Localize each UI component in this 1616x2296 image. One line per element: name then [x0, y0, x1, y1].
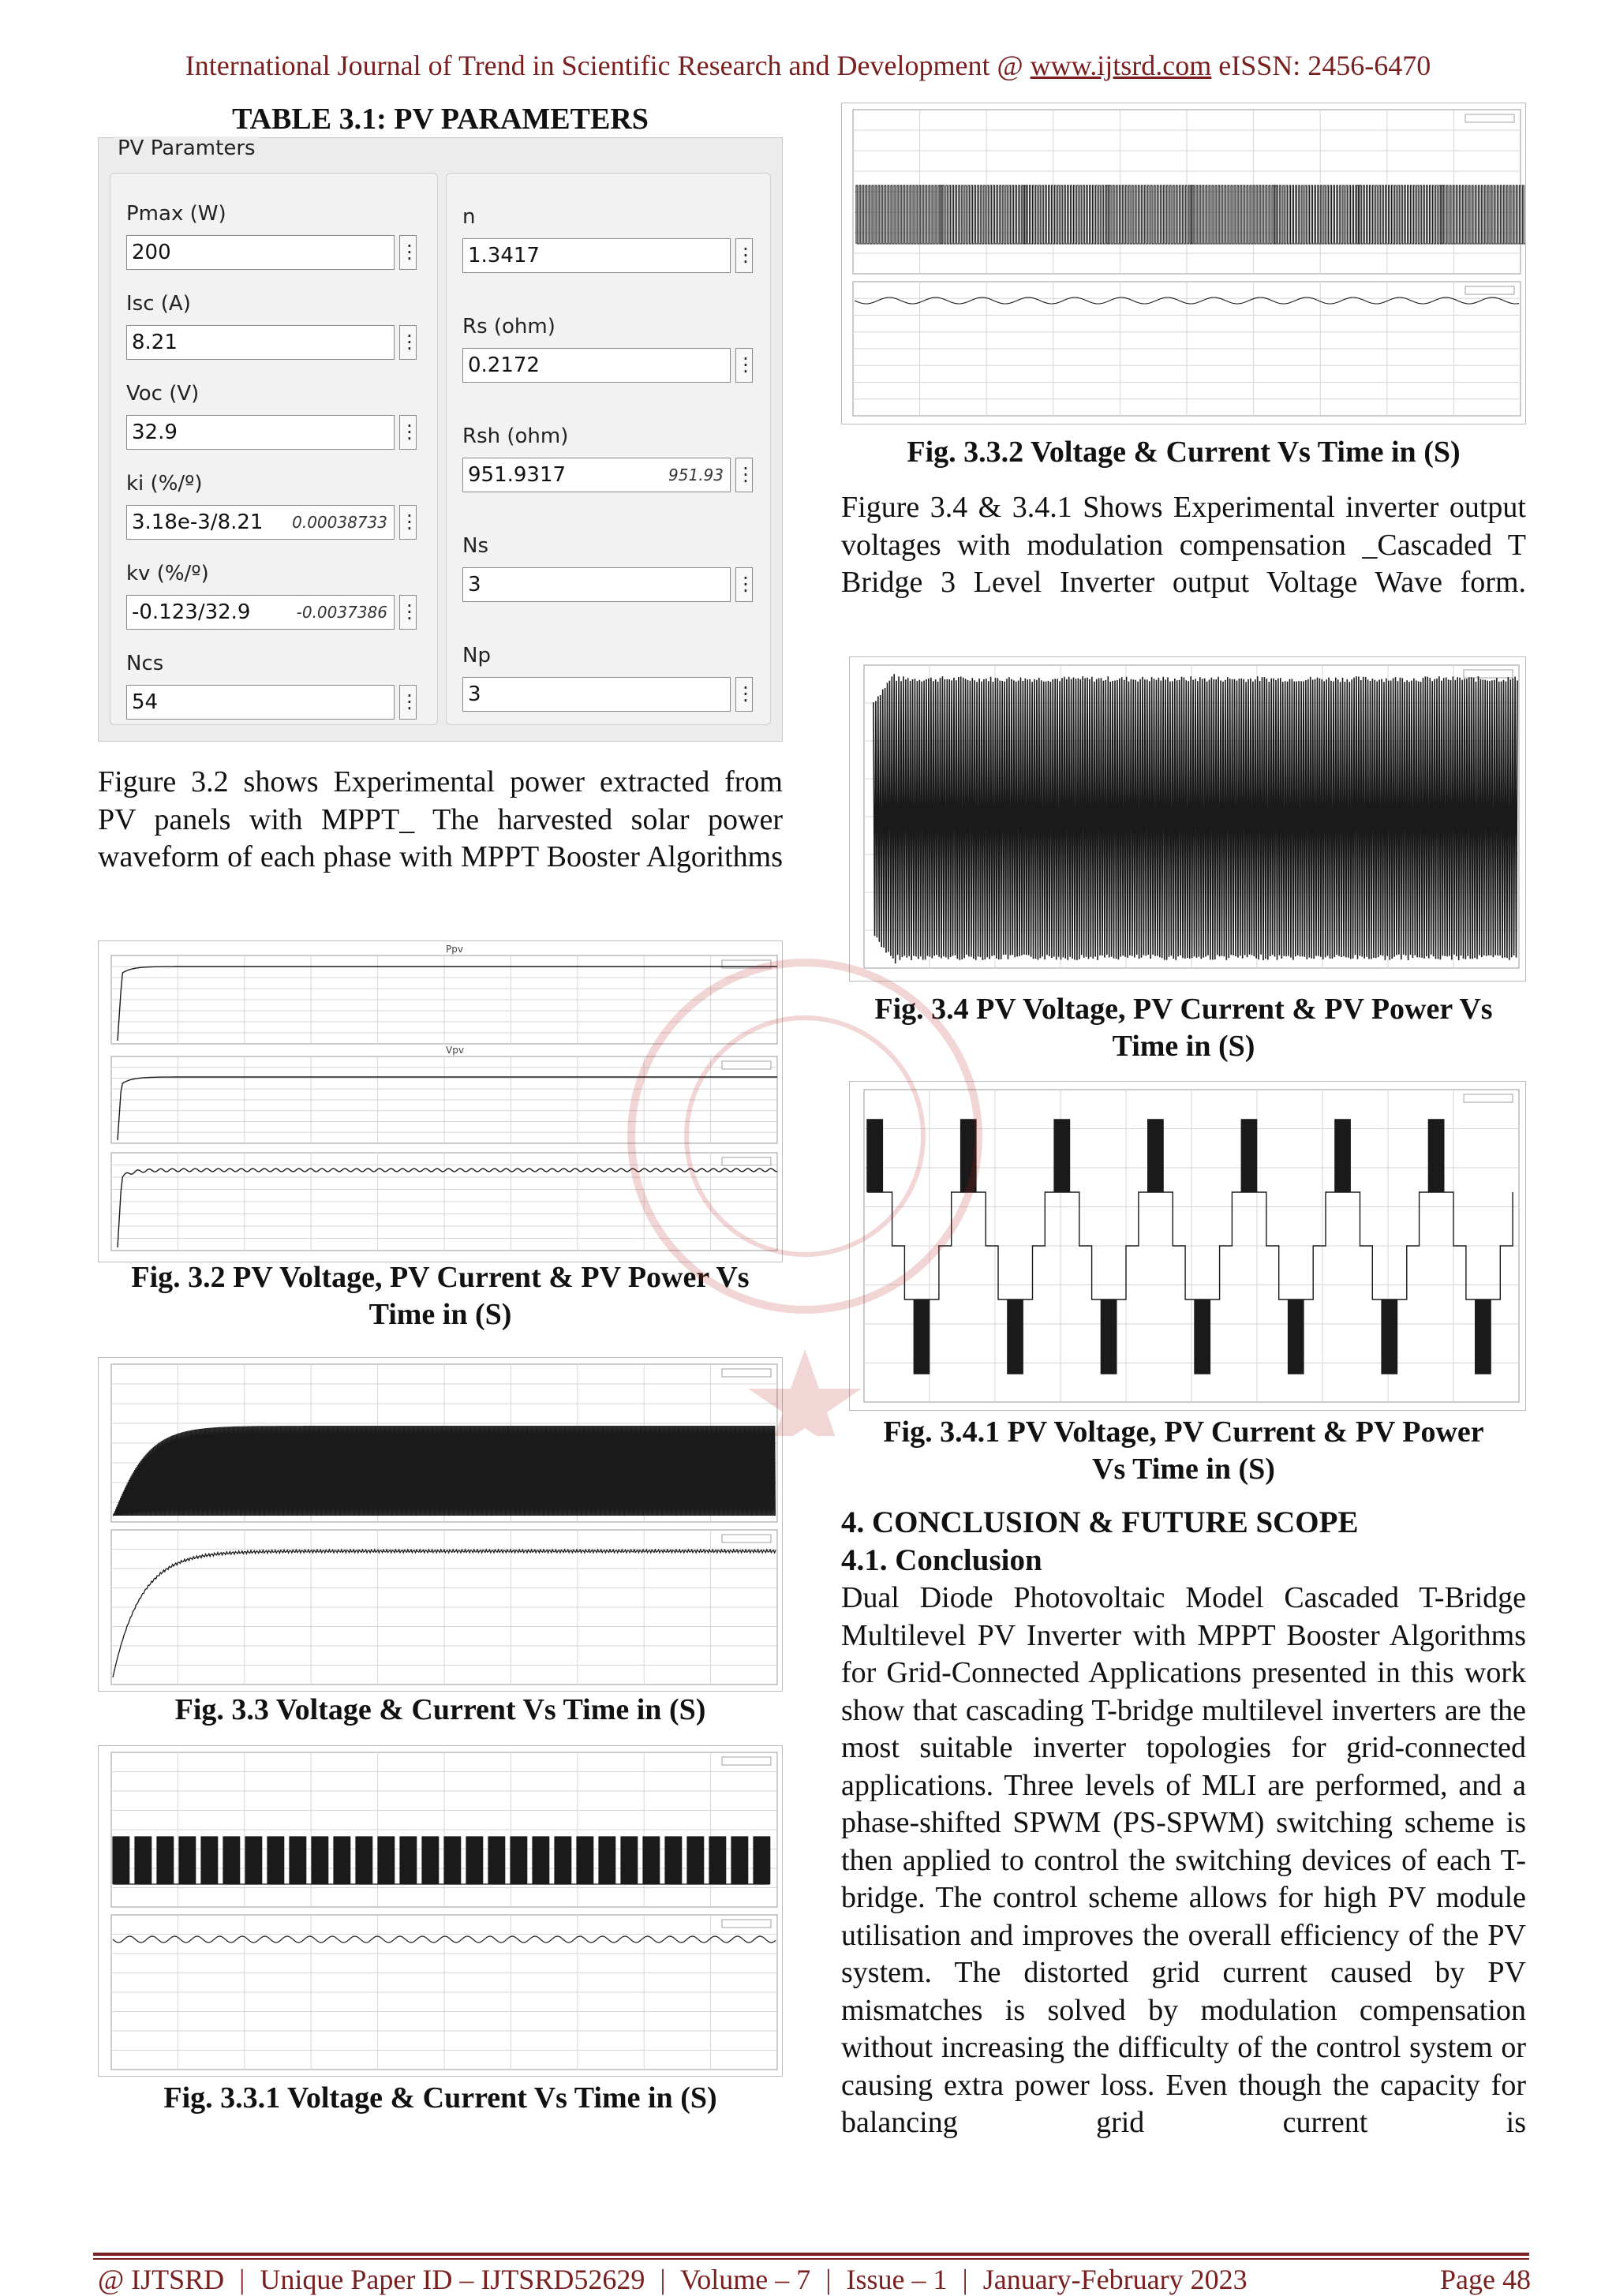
pv-param-label: n — [462, 205, 476, 229]
pv-param-value: 200 — [132, 241, 171, 264]
pv-param-label: Ns — [462, 534, 488, 558]
pv-param-input[interactable] — [126, 595, 395, 630]
kebab-menu-icon[interactable]: ⋮ — [735, 238, 753, 273]
conclusion-body: Dual Diode Photovoltaic Model Cascaded T-Bridge Multilevel PV Inverter with MPPT Booster Algorithms for Grid-Connected Applications presented in this work show that cascading T-bridge multilevel inverters are the most suitable inverter topologies for grid-connected applications. Three levels of MLI are performed, and a phase-shifted SPWM (PS-SPWM) switching scheme is then applied to control the switching devices of each T-bridge. The control scheme allows for high PV module utilisation and improves the overall efficiency of the PV system. The distorted grid current caused by PV mismatches is solved by modulation compensation without increasing the difficulty of the control system or causing extra power loss. Even though the capacity for balancing grid current is — [841, 1581, 1526, 2139]
pv-param-input[interactable] — [462, 238, 731, 273]
pv-params-right-group — [446, 173, 771, 725]
plot-legend-box — [1464, 670, 1513, 678]
footer-rule-thin — [93, 2258, 1529, 2260]
pv-param-label: Pmax (W) — [126, 202, 226, 226]
footer-page-number: Page 48 — [1440, 2264, 1531, 2295]
kebab-menu-icon[interactable]: ⋮ — [735, 348, 753, 383]
kebab-menu-icon[interactable]: ⋮ — [399, 415, 417, 450]
left-paragraph: Figure 3.2 shows Experimental power extracted from PV panels with MPPT_ The harvested solar power waveform of each phase with MPPT Booster Algorithms — [98, 765, 783, 873]
pv-params-left-group — [110, 173, 438, 725]
kebab-menu-icon[interactable]: ⋮ — [735, 677, 753, 712]
pv-param-input[interactable] — [126, 415, 395, 450]
plot-legend-box — [1465, 114, 1514, 122]
footer-paper-id: Unique Paper ID – IJTSRD52629 — [260, 2264, 645, 2295]
pv-param-value: 0.2172 — [468, 353, 540, 377]
pv-param-input[interactable] — [126, 325, 395, 360]
table-title: TABLE 3.1: PV PARAMETERS — [232, 103, 649, 136]
pv-param-evaluated-hint: 0.00038733 — [292, 513, 387, 532]
fig-3-2-caption-line1: Fig. 3.2 PV Voltage, PV Current & PV Power Vs — [131, 1261, 750, 1294]
kebab-menu-icon[interactable]: ⋮ — [399, 685, 417, 720]
pv-param-value: 32.9 — [132, 421, 178, 444]
fig-3-2-caption-line2: Time in (S) — [368, 1298, 512, 1331]
footer-separator: | — [660, 2264, 666, 2295]
fig-3-3-1-caption: Fig. 3.3.1 Voltage & Current Vs Time in (S) — [163, 2081, 717, 2115]
vpv-title: Vpv — [446, 1045, 464, 1056]
pv-param-input[interactable] — [462, 348, 731, 383]
pv-param-value: 3 — [468, 573, 481, 596]
pv-parameters-dialog — [98, 137, 783, 742]
fig-3-4-1-caption-line2: Vs Time in (S) — [1092, 1453, 1275, 1486]
pv-param-input[interactable] — [462, 677, 731, 712]
pv-param-value: 3.18e-3/8.21 — [132, 510, 264, 534]
pv-param-input[interactable] — [462, 458, 731, 492]
fig-3-3-2-svg — [842, 103, 1525, 424]
plot-legend-box — [722, 1920, 771, 1928]
fig-3-3-1-plot — [98, 1745, 783, 2077]
kebab-menu-icon[interactable]: ⋮ — [399, 235, 417, 270]
pv-param-input[interactable] — [126, 685, 395, 720]
pwm-voltage-trace — [113, 1426, 775, 1516]
pv-param-value: 8.21 — [132, 331, 178, 354]
pv-param-value: 3 — [468, 682, 481, 706]
journal-header — [0, 49, 1616, 82]
pv-param-label: kv (%/º) — [126, 562, 209, 585]
footer-rule — [93, 2253, 1529, 2256]
plot-legend-box — [1464, 1094, 1513, 1102]
footer-separator: | — [239, 2264, 245, 2295]
header-prefix: International Journal of Trend in Scientific Research and Development @ — [185, 50, 1031, 81]
kebab-menu-icon[interactable]: ⋮ — [399, 505, 417, 540]
ppv-title: Ppv — [446, 944, 463, 955]
pv-param-label: Rs (ohm) — [462, 315, 556, 338]
pv-param-evaluated-hint: 951.93 — [668, 466, 724, 484]
plot-legend-box — [722, 1535, 771, 1543]
section-heading: 4. CONCLUSION & FUTURE SCOPE — [841, 1505, 1359, 1539]
fig-3-4-caption-line1: Fig. 3.4 PV Voltage, PV Current & PV Power Vs — [874, 993, 1493, 1026]
footer-volume: Volume – 7 — [679, 2264, 811, 2295]
pv-param-value: 951.9317 — [468, 463, 567, 487]
footer-date: January-February 2023 — [982, 2264, 1248, 2295]
pv-param-label: Rsh (ohm) — [462, 424, 569, 448]
plot-legend-box — [722, 1757, 771, 1765]
pv-param-evaluated-hint: -0.0037386 — [296, 603, 387, 622]
kebab-menu-icon[interactable]: ⋮ — [735, 567, 753, 602]
page-footer — [98, 2263, 1531, 2296]
section-subheading: 4.1. Conclusion — [841, 1543, 1042, 1577]
pv-param-label: Np — [462, 644, 491, 667]
footer-separator: | — [962, 2264, 968, 2295]
fig-3-4-caption-line2: Time in (S) — [1112, 1030, 1255, 1063]
kebab-menu-icon[interactable]: ⋮ — [399, 325, 417, 360]
pv-param-label: ki (%/º) — [126, 472, 203, 495]
fig-3-3-1-svg — [99, 1746, 782, 2076]
pv-param-label: Isc (A) — [126, 292, 191, 316]
fig-3-3-2-plot — [841, 103, 1526, 424]
pv-param-value: 1.3417 — [468, 244, 540, 267]
pv-param-value: 54 — [132, 690, 159, 714]
header-suffix: eISSN: 2456-6470 — [1211, 50, 1431, 81]
fig-3-3-caption: Fig. 3.3 Voltage & Current Vs Time in (S) — [174, 1693, 706, 1726]
fig-3-3-2-caption: Fig. 3.3.2 Voltage & Current Vs Time in (S) — [907, 436, 1461, 469]
kebab-menu-icon[interactable]: ⋮ — [735, 458, 753, 492]
footer-journal: @ IJTSRD — [98, 2264, 225, 2295]
footer-separator: | — [825, 2264, 832, 2295]
pv-parameters-legend: PV Paramters — [114, 136, 259, 160]
kebab-menu-icon[interactable]: ⋮ — [399, 595, 417, 630]
pv-param-value: -0.123/32.9 — [132, 600, 251, 624]
journal-url-link[interactable]: www.ijtsrd.com — [1030, 50, 1212, 81]
pv-param-input[interactable] — [126, 235, 395, 270]
footer-issue: Issue – 1 — [846, 2264, 948, 2295]
pv-param-label: Ncs — [126, 652, 164, 675]
plot-legend-box — [1465, 286, 1514, 294]
pv-param-input[interactable] — [126, 505, 395, 540]
fig-3-4-1-caption-line1: Fig. 3.4.1 PV Voltage, PV Current & PV Power — [883, 1415, 1484, 1449]
pv-param-label: Voc (V) — [126, 382, 200, 406]
ijtsrd-watermark-logo — [615, 836, 994, 1436]
right-paragraph-1: Figure 3.4 & 3.4.1 Shows Experimental inverter output voltages with modulation compensation _Cascaded T Bridge 3 Level Inverter output Voltage Wave form. — [841, 491, 1526, 599]
pv-param-input[interactable] — [462, 567, 731, 602]
